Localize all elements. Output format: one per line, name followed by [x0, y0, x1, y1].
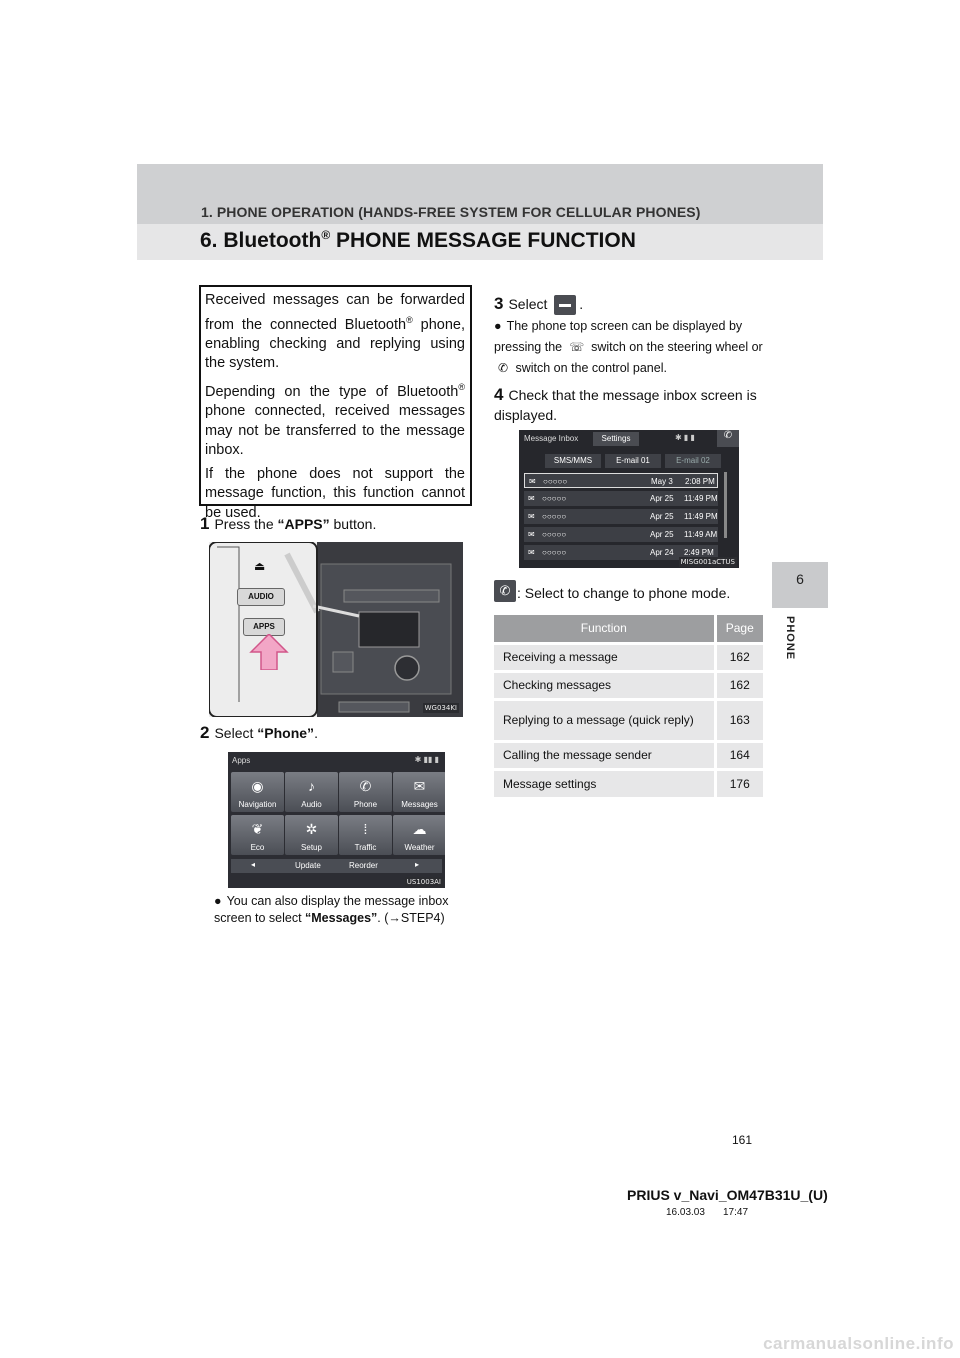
page-number: 161 [732, 1133, 753, 1147]
step-4: 4 Check that the message inbox screen is displayed. [494, 385, 757, 423]
phone-icon: ✆ [359, 778, 372, 794]
table-row: Calling the message sender 164 [494, 741, 763, 769]
phone-mode-icon: ✆ [494, 580, 516, 602]
tile-audio: ♪ Audio [285, 772, 338, 812]
message-icon: ✉ [528, 548, 535, 557]
status-icons: ✱ ▮ ▮ [675, 433, 695, 442]
gear-icon: ✲ [305, 821, 318, 837]
step-2: 2 Select “Phone”. [200, 723, 318, 742]
table-header-row [494, 615, 763, 643]
navigation-icon: ◉ [251, 778, 264, 794]
tab-email-01: E-mail 01 [605, 454, 661, 468]
chapter-number: 6 [796, 571, 804, 587]
envelope-icon: ✉ [413, 778, 426, 794]
music-note-icon: ♪ [308, 778, 315, 794]
table-row: Receiving a message 162 [494, 643, 763, 671]
print-time: 17:47 [723, 1207, 749, 1218]
traffic-icon: ⁞ [363, 821, 368, 837]
apps-image-code: US1003AI [406, 878, 441, 886]
inbox-image-code: MISG001aCTUS [680, 558, 735, 566]
prev-arrow-icon: ◂ [251, 860, 256, 869]
section-heading: 1. PHONE OPERATION (HANDS-FREE SYSTEM FOR CELLULAR PHONES) [201, 204, 701, 220]
message-icon: ✉ [528, 530, 535, 539]
phone-mode-caption: : Select to change to phone mode. [517, 585, 731, 601]
intro-paragraph-3: If the phone does not support the message function, this function cannot be used. [205, 465, 465, 521]
intro-box [199, 285, 472, 521]
apps-bottom-bar [231, 859, 442, 873]
tab-email-02: E-mail 02 [665, 454, 721, 468]
header-function: Function [494, 615, 715, 643]
bullet-phone-switch: ● The phone top screen can be displayed by pressing the ☏ switch on the steering wheel or ✆ switch on the control panel. [494, 316, 764, 379]
control-panel-image [209, 542, 463, 717]
bullet-icon: ● [494, 319, 502, 333]
tile-eco: ❦ Eco [231, 815, 284, 855]
model-code: PRIUS v_Navi_OM47B31U_(U) [627, 1187, 828, 1203]
watermark [756, 1330, 960, 1358]
cloud-icon: ☁ [412, 821, 427, 837]
audio-button: AUDIO [237, 588, 285, 606]
bullet-icon: ● [214, 894, 222, 908]
chapter-label: PHONE [784, 616, 796, 661]
inbox-row: ✉ ○○○○○ Apr 24 2:49 PM [524, 545, 718, 560]
apps-button: APPS [243, 618, 285, 636]
panel-image-code: WG034KI [424, 704, 457, 712]
table-row: Message settings 176 [494, 769, 763, 797]
header-page: Page [715, 615, 763, 643]
status-icons: ✱ ▮▮ ▮ [414, 755, 439, 764]
message-inbox-image [519, 430, 739, 568]
steering-phone-icon: ☏ [569, 340, 585, 354]
eject-icon: ⏏ [254, 559, 266, 573]
inbox-row: ✉ ○○○○○ Apr 25 11:49 PM [524, 491, 718, 506]
function-table [494, 615, 763, 797]
inbox-row: ✉ ○○○○○ Apr 25 11:49 AM [524, 527, 718, 542]
press-arrow-icon [249, 634, 289, 670]
inbox-row: ✉ ○○○○○ Apr 25 11:49 PM [524, 509, 718, 524]
apps-screen-title: Apps [232, 756, 251, 765]
leaf-icon: ❦ [251, 821, 264, 837]
print-date: 16.03.03 [666, 1207, 705, 1218]
phone-mode-icon: ✆ [717, 430, 739, 447]
panel-phone-icon: ✆ [497, 361, 509, 375]
apps-screen-image [228, 752, 445, 888]
message-icon: ✉ [528, 512, 535, 521]
bullet-messages-note: ● You can also display the message inbox screen to select “Messages”. (→STEP4) [214, 894, 449, 925]
inbox-title: Message Inbox [524, 434, 579, 443]
page-title: 6. Bluetooth® PHONE MESSAGE FUNCTION [200, 228, 636, 252]
update-button: Update [295, 861, 321, 870]
scrollbar [724, 472, 727, 538]
intro-paragraph-2: Depending on the type of Bluetooth® phone connected, received messages may not be transferred to the message inbox. [205, 381, 465, 459]
message-icon: ✉ [529, 477, 536, 486]
reorder-button: Reorder [349, 861, 378, 870]
inbox-settings-button: Settings [593, 432, 639, 446]
tile-messages: ✉ Messages [393, 772, 445, 812]
inbox-row: ✉ ○○○○○ May 3 2:08 PM [524, 473, 718, 488]
tile-weather: ☁ Weather [393, 815, 445, 855]
tile-traffic: ⁞ Traffic [339, 815, 392, 855]
tab-sms-mms: SMS/MMS [545, 454, 601, 468]
intro-paragraph-1: Received messages can be forwarded from the connected Bluetooth® phone, enabling checking and replying using the system. [205, 292, 465, 372]
phone-mode-button-icon [554, 295, 576, 315]
tile-setup: ✲ Setup [285, 815, 338, 855]
tile-phone: ✆ Phone [339, 772, 392, 812]
step-1: 1 Press the “APPS” button. [200, 514, 377, 533]
watermark-text: carmanualsonline.info [763, 1334, 954, 1353]
next-arrow-icon: ▸ [415, 860, 420, 869]
message-icon: ✉ [528, 494, 535, 503]
tile-navigation: ◉ Navigation [231, 772, 284, 812]
table-row: Checking messages 162 [494, 671, 763, 699]
step-3: 3 Select . [494, 294, 583, 315]
table-row: Replying to a message (quick reply) 163 [494, 699, 763, 741]
